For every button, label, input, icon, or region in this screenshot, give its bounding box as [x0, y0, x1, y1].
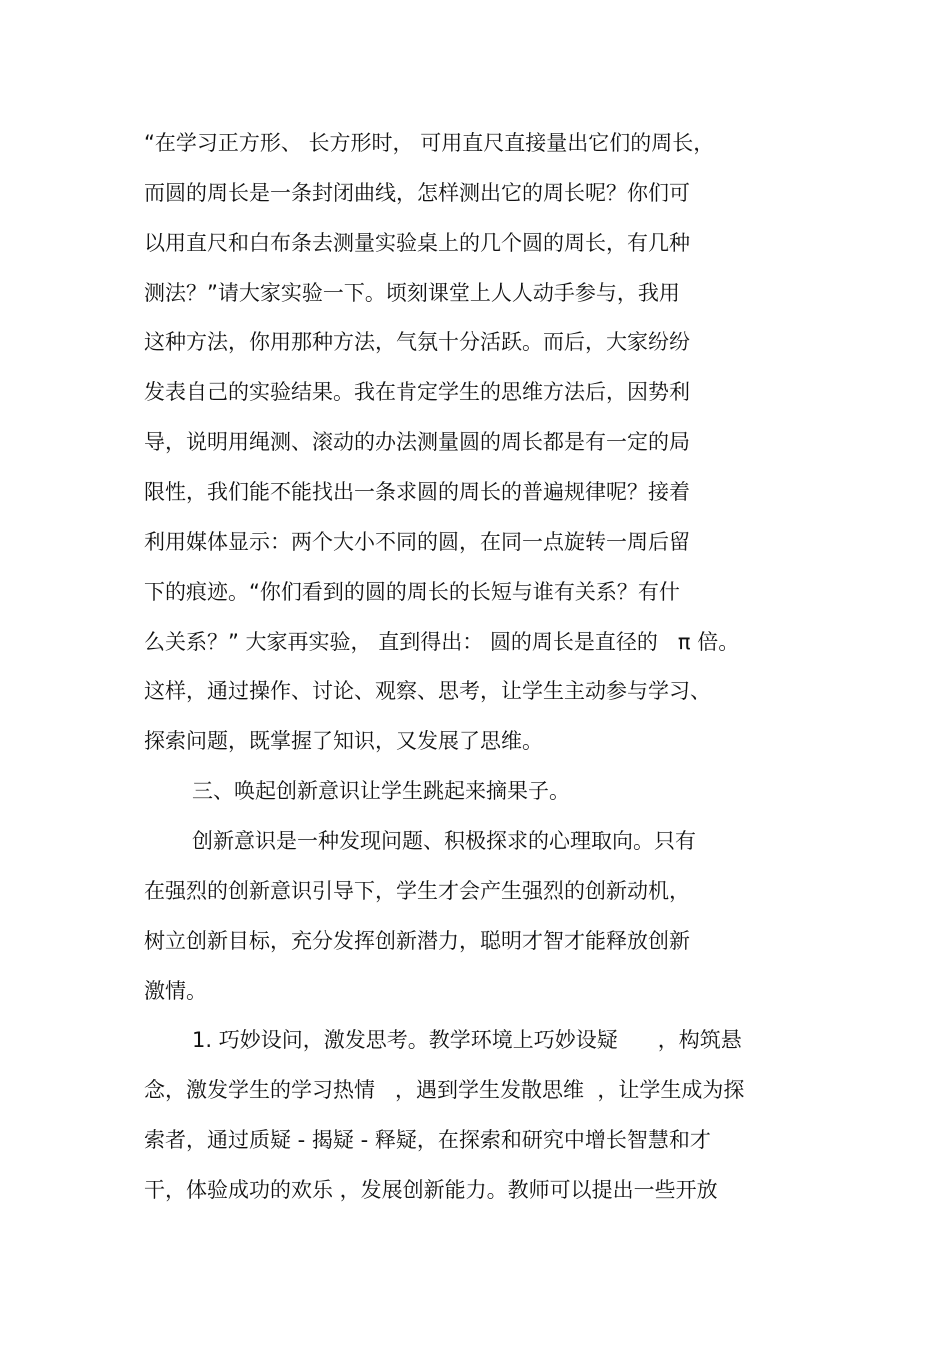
paragraph-line: 这种方法，你用那种方法，气氛十分活跃。而后，大家纷纷: [144, 330, 690, 354]
paragraph-line: 么关系？” 大家再实验， 直到得出： 圆的周长是直径的 π 倍。: [144, 630, 740, 654]
section-heading: 三、唤起创新意识让学生跳起来摘果子。: [192, 779, 570, 803]
paragraph-line: 下的痕迹。“你们看到的圆的周长的长短与谁有关系？有什: [144, 580, 680, 604]
paragraph-line: 创新意识是一种发现问题、积极探求的心理取向。只有: [192, 829, 696, 853]
paragraph-line: 这样，通过操作、讨论、观察、思考，让学生主动参与学习、: [144, 679, 711, 703]
paragraph-line: 发表自己的实验结果。我在肯定学生的思维方法后，因势利: [144, 380, 690, 404]
paragraph-line: 在强烈的创新意识引导下，学生才会产生强烈的创新动机，: [144, 879, 690, 903]
paragraph-line: 探索问题，既掌握了知识，又发展了思维。: [144, 729, 543, 753]
paragraph-line: 测法？”请大家实验一下。顷刻课堂上人人动手参与，我用: [144, 281, 680, 305]
numbered-item-line: 1. 巧妙设问，激发思考。教学环境上巧妙设疑 ，构筑悬: [192, 1028, 742, 1052]
paragraph-line: 导，说明用绳测、滚动的办法测量圆的周长都是有一定的局: [144, 430, 690, 454]
paragraph-line: 而圆的周长是一条封闭曲线，怎样测出它的周长呢？你们可: [144, 181, 690, 205]
paragraph-line: 激情。: [144, 979, 207, 1003]
paragraph-line: 利用媒体显示：两个大小不同的圆，在同一点旋转一周后留: [144, 530, 690, 554]
paragraph-line: 念，激发学生的学习热情 ，遇到学生发散思维 ，让学生成为探: [144, 1078, 745, 1102]
paragraph-line: 限性，我们能不能找出一条求圆的周长的普遍规律呢？接着: [144, 480, 690, 504]
paragraph-line: 索者，通过质疑 - 揭疑 - 释疑，在探索和研究中增长智慧和才: [144, 1128, 711, 1152]
paragraph-line: “在学习正方形、 长方形时， 可用直尺直接量出它们的周长，: [144, 131, 715, 155]
paragraph-line: 树立创新目标，充分发挥创新潜力，聪明才智才能释放创新: [144, 929, 690, 953]
paragraph-line: 干，体验成功的欢乐 ，发展创新能力。教师可以提出一些开放: [144, 1178, 718, 1202]
paragraph-line: 以用直尺和白布条去测量实验桌上的几个圆的周长，有几种: [144, 231, 690, 255]
